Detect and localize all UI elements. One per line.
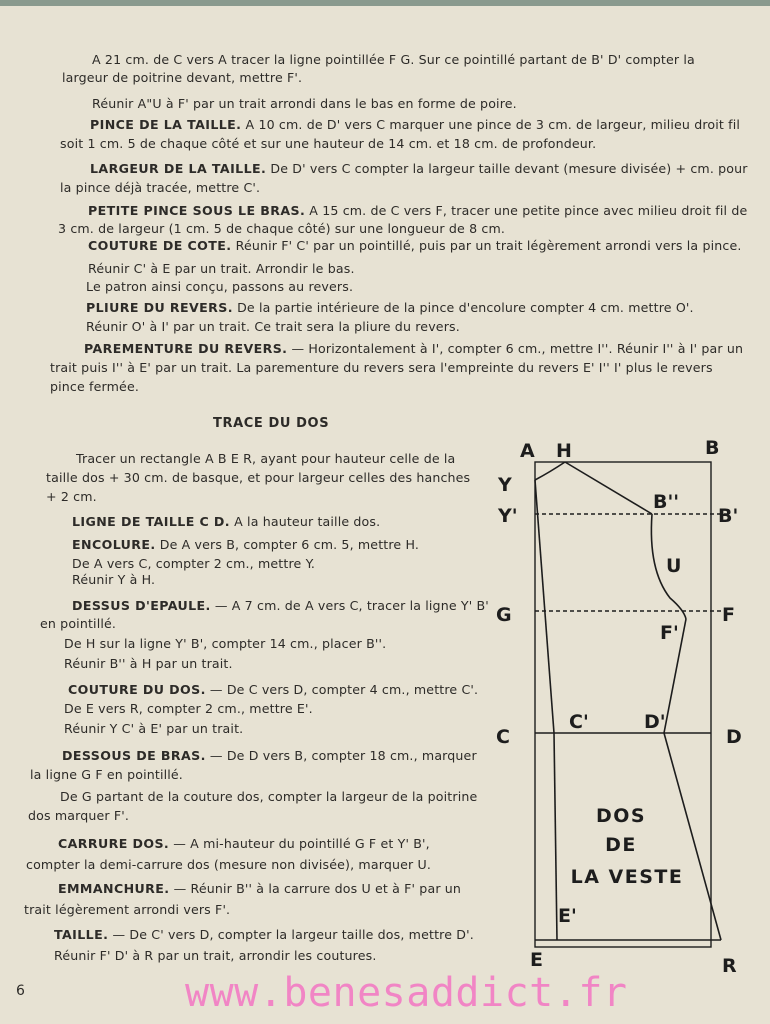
side-seam-lower — [664, 733, 721, 940]
front-p6-line2: Réunir C' à E par un trait. Arrondir le bas. — [88, 261, 355, 276]
dos-intro-line1: Tracer un rectangle A B E R, ayant pour hauteur celle de la — [76, 451, 456, 466]
epaule-heading: DESSUS D'EPAULE. — [72, 598, 211, 613]
front-p8-text: De la partie intérieure de la pince d'encolure compter 4 cm. mettre O'. — [237, 300, 694, 315]
front-p3-text: A 10 cm. de D' vers C marquer une pince de 3 cm. de largeur, milieu droit fil — [245, 117, 741, 132]
front-p3-line2: soit 1 cm. 5 de chaque côté et sur une hauteur de 14 cm. et 18 cm. de profondeur. — [60, 136, 597, 151]
label-b: B — [705, 437, 720, 459]
couture-dos-line3: Réunir Y C' à E' par un trait. — [64, 721, 244, 736]
emmanchure-line1 — [58, 881, 461, 897]
label-f: F — [722, 604, 735, 626]
front-p8-line1 — [86, 300, 694, 316]
front-p4-line2: la pince déjà tracée, mettre C'. — [60, 180, 261, 195]
center-back-seam-upper — [535, 480, 554, 733]
taille-dos-line2: Réunir F' D' à R par un trait, arrondir les coutures. — [54, 948, 377, 963]
front-p9-line2: trait puis I'' à E' par un trait. La parementure du revers sera l'empreinte du revers E' I'' I' plus le revers — [50, 360, 713, 375]
label-b-prime: B' — [718, 505, 739, 527]
couture-dos-heading: COUTURE DU DOS. — [68, 682, 206, 697]
carrure-line1 — [58, 836, 430, 852]
neckline-curve — [535, 462, 565, 480]
pince-taille-heading: PINCE DE LA TAILLE. — [90, 117, 242, 132]
watermark: www.benesaddict.fr — [185, 970, 628, 1016]
label-e-prime: E' — [558, 905, 577, 927]
dessous-bras-text: — De D vers B, compter 18 cm., marquer — [209, 748, 477, 763]
epaule-text: — A 7 cm. de A vers C, tracer la ligne Y' B' — [214, 598, 489, 613]
parementure-revers-heading: PAREMENTURE DU REVERS. — [84, 341, 288, 356]
carrure-heading: CARRURE DOS. — [58, 836, 170, 851]
label-g: G — [496, 604, 512, 626]
dessous-bras-line3: De G partant de la couture dos, compter la largeur de la poitrine — [60, 789, 478, 804]
dessous-bras-line2: la ligne G F en pointillé. — [30, 767, 183, 782]
label-c-prime: C' — [569, 711, 589, 733]
front-p1-line2: largeur de poitrine devant, mettre F'. — [62, 70, 303, 85]
encolure-line3: Réunir Y à H. — [72, 572, 156, 587]
encolure-line1 — [72, 537, 419, 553]
dessous-bras-line1 — [62, 748, 477, 764]
shoulder-seam — [565, 462, 652, 514]
encolure-heading: ENCOLURE. — [72, 537, 156, 552]
ligne-taille-heading: LIGNE DE TAILLE C D. — [72, 514, 230, 529]
epaule-line4: Réunir B'' à H par un trait. — [64, 656, 233, 671]
center-text-dos: DOS — [595, 805, 647, 827]
epaule-line1 — [72, 598, 489, 614]
couture-cote-heading: COUTURE DE COTE. — [88, 238, 232, 253]
label-d: D — [726, 726, 742, 748]
epaule-line3: De H sur la ligne Y' B', compter 14 cm., placer B''. — [64, 636, 387, 651]
front-p4-text: De D' vers C compter la largeur taille devant (mesure divisée) + cm. pour — [270, 161, 748, 176]
couture-dos-line1 — [68, 682, 478, 698]
top-edge — [0, 0, 770, 6]
center-back-seam-lower — [554, 733, 557, 940]
emmanchure-line2: trait légèrement arrondi vers F'. — [24, 902, 231, 917]
taille-dos-heading: TAILLE. — [54, 927, 109, 942]
couture-dos-text: — De C vers D, compter 4 cm., mettre C'. — [209, 682, 479, 697]
taille-dos-text: — De C' vers D, compter la largeur taille dos, mettre D'. — [112, 927, 474, 942]
dos-intro-line3: + 2 cm. — [46, 489, 97, 504]
label-e: E — [530, 949, 543, 971]
label-c: C — [496, 726, 510, 748]
petite-pince-heading: PETITE PINCE SOUS LE BRAS. — [88, 203, 306, 218]
label-d-prime: D' — [644, 711, 666, 733]
dos-de-la-veste-pattern-diagram — [490, 430, 770, 985]
ligne-taille-text: A la hauteur taille dos. — [234, 514, 381, 529]
emmanchure-heading: EMMANCHURE. — [58, 881, 170, 896]
label-f-prime: F' — [660, 622, 679, 644]
label-y: Y — [498, 474, 512, 496]
front-p3-line1 — [90, 117, 740, 133]
emmanchure-text: — Réunir B'' à la carrure dos U et à F' par un — [173, 881, 462, 896]
carrure-text: — A mi-hauteur du pointillé G F et Y' B', — [173, 836, 430, 851]
front-p5-line2: 3 cm. de largeur (1 cm. 5 de chaque côté) sur une longueur de 8 cm. — [58, 221, 506, 236]
label-r: R — [722, 955, 737, 977]
front-p5-text: A 15 cm. de C vers F, tracer une petite pince avec milieu droit fil de — [309, 203, 748, 218]
dos-intro-line2: taille dos + 30 cm. de basque, et pour largeur celles des hanches — [46, 470, 471, 485]
dessous-bras-line4: dos marquer F'. — [28, 808, 130, 823]
page-number: 6 — [16, 983, 25, 999]
front-p4-line1 — [90, 161, 748, 177]
label-b-second: B'' — [653, 491, 680, 513]
ligne-taille-line — [72, 514, 380, 530]
front-p1-line1: A 21 cm. de C vers A tracer la ligne pointillée F G. Sur ce pointillé partant de B' D' compter la — [92, 52, 695, 67]
front-p8-line2: Réunir O' à I' par un trait. Ce trait sera la pliure du revers. — [86, 319, 460, 334]
label-h: H — [556, 440, 572, 462]
pliure-revers-heading: PLIURE DU REVERS. — [86, 300, 233, 315]
couture-dos-line2: De E vers R, compter 2 cm., mettre E'. — [64, 701, 313, 716]
center-text-la-veste: LA VESTE — [570, 866, 684, 888]
encolure-text: De A vers B, compter 6 cm. 5, mettre H. — [159, 537, 420, 552]
taille-dos-line1 — [54, 927, 474, 943]
epaule-line2: en pointillé. — [40, 616, 117, 631]
section-title-dos: TRACE DU DOS — [213, 416, 330, 431]
front-p9-line3: pince fermée. — [50, 379, 140, 394]
front-p6-line1 — [88, 238, 742, 254]
center-text-de: DE — [605, 834, 637, 856]
front-p9-line1 — [84, 341, 743, 357]
front-p7: Le patron ainsi conçu, passons au revers. — [86, 279, 354, 294]
dessous-bras-heading: DESSOUS DE BRAS. — [62, 748, 206, 763]
carrure-line2: compter la demi-carrure dos (mesure non divisée), marquer U. — [26, 857, 431, 872]
front-p2: Réunir A"U à F' par un trait arrondi dans le bas en forme de poire. — [92, 96, 517, 111]
label-u: U — [666, 555, 682, 577]
front-p5-line1 — [88, 203, 747, 219]
front-p6-text: Réunir F' C' par un pointillé, puis par un trait légèrement arrondi vers la pince. — [235, 238, 742, 253]
label-y-prime: Y' — [498, 505, 518, 527]
front-p9-text: — Horizontalement à I', compter 6 cm., mettre I''. Réunir I'' à I' par un — [291, 341, 744, 356]
largeur-taille-heading: LARGEUR DE LA TAILLE. — [90, 161, 267, 176]
encolure-line2: De A vers C, compter 2 cm., mettre Y. — [72, 556, 316, 571]
label-a: A — [520, 440, 535, 462]
